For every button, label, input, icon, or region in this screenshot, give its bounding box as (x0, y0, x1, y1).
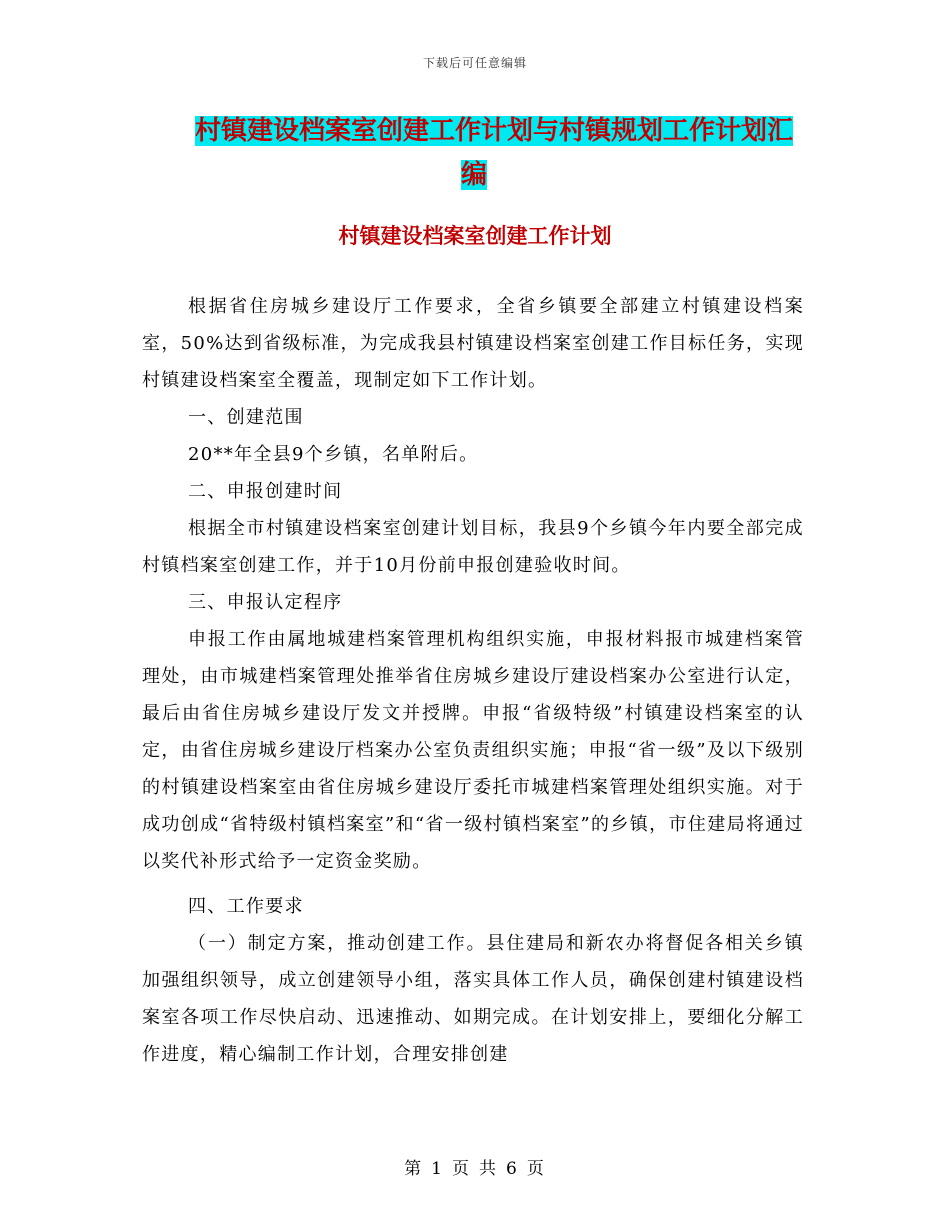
title-highlight-1: 村镇建设档案室创建工作计划与村镇规划工作计划汇 (195, 116, 794, 146)
paragraph-requirements: （一）制定方案，推动创建工作。县住建局和新农办将督促各相关乡镇加强组织领导，成立创建领导小组，落实具体工作人员，确保创建村镇建设档案室各项工作尽快启动、迅速推动、如期完成。在计划安排上，要细化分解工作进度，精心编制工作计划，合理安排创建 (142, 933, 804, 1065)
footer-prefix: 第 (404, 1159, 424, 1179)
paragraph-intro: 根据省住房城乡建设厅工作要求，全省乡镇要全部建立村镇建设档案室，50%达到省级标准，为完成我县村镇建设档案室创建工作目标任务，实现村镇建设档案室全覆盖，现制定如下工作计划。 (142, 296, 804, 391)
footer-page-number: 1 (431, 1159, 444, 1179)
heading-time: 二、申报创建时间 (188, 481, 343, 502)
title-highlight-2: 编 (461, 160, 488, 190)
section-title: 村镇建设档案室创建工作计划 (338, 224, 612, 248)
heading-requirements: 四、工作要求 (188, 896, 304, 917)
document-body (142, 288, 804, 1073)
paragraph-procedure: 申报工作由属地城建档案管理机构组织实施，申报材料报市城建档案管理处，由市城建档案管理处推举省住房城乡建设厅建设档案办公室进行认定，最后由省住房城乡建设厅发文并授牌。申报“省级特级”村镇建设档案室的认定，由省住房城乡建设厅档案办公室负责组织实施；申报“省一级”及以下级别的村镇建设档案室由省住房城乡建设厅委托市城建档案管理处组织实施。对于成功创成“省特级村镇档案室”和“省一级村镇档案室”的乡镇，市住建局将通过以奖代补形式给予一定资金奖励。 (142, 629, 804, 872)
footer-total-pages: 6 (506, 1159, 519, 1179)
heading-scope: 一、创建范围 (188, 407, 304, 428)
heading-procedure: 三、申报认定程序 (188, 592, 343, 613)
footer-total-suffix: 页 (526, 1159, 546, 1179)
document-title-line-1 (195, 108, 805, 154)
paragraph-scope: 20**年全县9个乡镇，名单附后。 (188, 444, 479, 465)
footer-page-label: 页 (452, 1159, 471, 1179)
page-footer (0, 1154, 950, 1179)
footer-total-prefix: 共 (479, 1159, 498, 1179)
paragraph-time: 根据全市村镇建设档案室创建计划目标，我县9个乡镇今年内要全部完成村镇档案室创建工作，并于10月份前申报创建验收时间。 (142, 518, 804, 576)
page-header-note: 下载后可任意编辑 (422, 56, 527, 70)
document-title-line-2 (461, 152, 950, 198)
